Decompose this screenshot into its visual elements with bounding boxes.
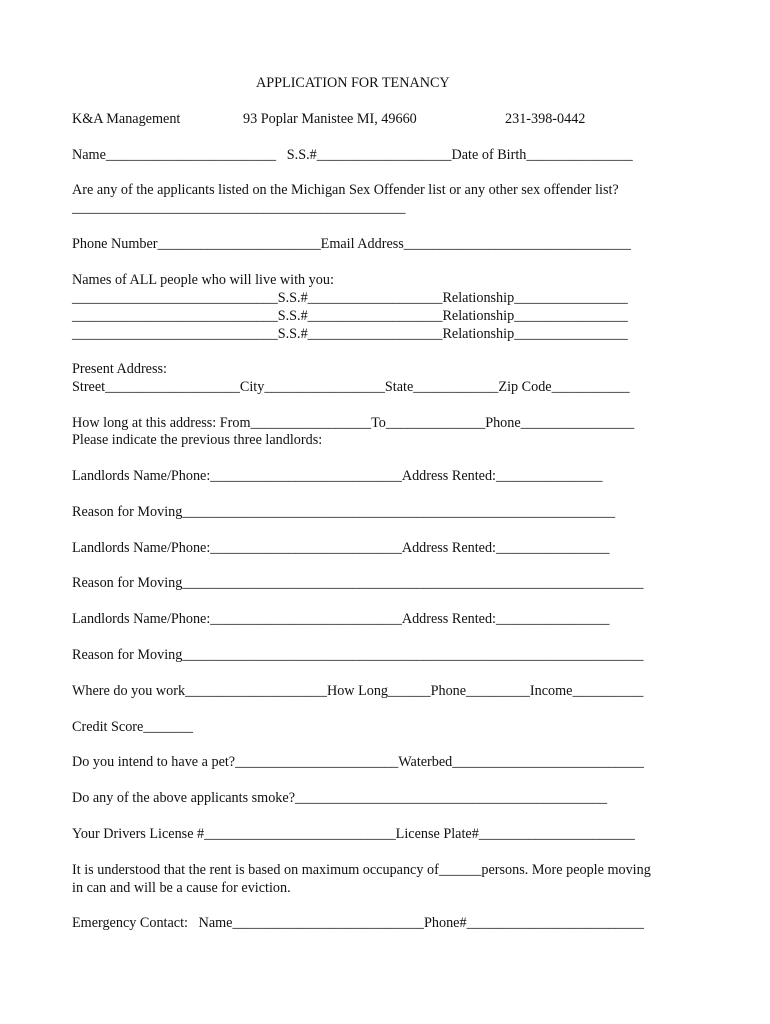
company-name: K&A Management	[72, 111, 181, 127]
street-city-state-zip-row: Street___________________City_________________State____________Zip Code___________	[72, 379, 630, 395]
phone-email-row: Phone Number_______________________Email Address________________________________	[72, 236, 631, 252]
pet-waterbed-row: Do you intend to have a pet?_______________________Waterbed___________________________	[72, 754, 644, 770]
occupants-heading: Names of ALL people who will live with you:	[72, 272, 334, 288]
sex-offender-answer-line: _______________________________________________	[72, 200, 406, 216]
present-address-heading: Present Address:	[72, 361, 167, 377]
reason-for-moving-row: Reason for Moving_________________________________________________________________	[72, 575, 644, 591]
name-ssn-dob-row: Name________________________ S.S.#___________________Date of Birth_______________	[72, 147, 633, 163]
previous-landlords-instruction: Please indicate the previous three landlords:	[72, 432, 323, 448]
document-title: APPLICATION FOR TENANCY	[256, 75, 450, 91]
sex-offender-question: Are any of the applicants listed on the Michigan Sex Offender list or any other sex offender list?	[72, 182, 619, 198]
landlord-row: Landlords Name/Phone:___________________________Address Rented:________________	[72, 611, 610, 627]
company-phone: 231-398-0442	[505, 111, 586, 127]
duration-at-address-row: How long at this address: From_________________To______________Phone________________	[72, 415, 635, 431]
emergency-contact-row: Emergency Contact: Name___________________________Phone#_________________________	[72, 915, 644, 931]
occupant-row: _____________________________S.S.#___________________Relationship________________	[72, 290, 628, 306]
occupancy-statement: It is understood that the rent is based on maximum occupancy of______persons. More people moving	[72, 862, 651, 878]
landlord-row: Landlords Name/Phone:___________________________Address Rented:_______________	[72, 468, 603, 484]
license-plate-row: Your Drivers License #___________________________License Plate#______________________	[72, 826, 635, 842]
occupant-row: _____________________________S.S.#___________________Relationship________________	[72, 308, 628, 324]
employment-row: Where do you work____________________How Long______Phone_________Income__________	[72, 683, 644, 699]
occupant-row: _____________________________S.S.#___________________Relationship________________	[72, 326, 628, 342]
credit-score-row: Credit Score_______	[72, 719, 193, 735]
smoking-row: Do any of the above applicants smoke?____________________________________________	[72, 790, 608, 806]
occupancy-statement-continued: in can and will be a cause for eviction.	[72, 880, 291, 896]
company-address: 93 Poplar Manistee MI, 49660	[243, 111, 417, 127]
landlord-row: Landlords Name/Phone:___________________________Address Rented:________________	[72, 540, 610, 556]
reason-for-moving-row: Reason for Moving_____________________________________________________________	[72, 504, 616, 520]
reason-for-moving-row: Reason for Moving_________________________________________________________________	[72, 647, 644, 663]
